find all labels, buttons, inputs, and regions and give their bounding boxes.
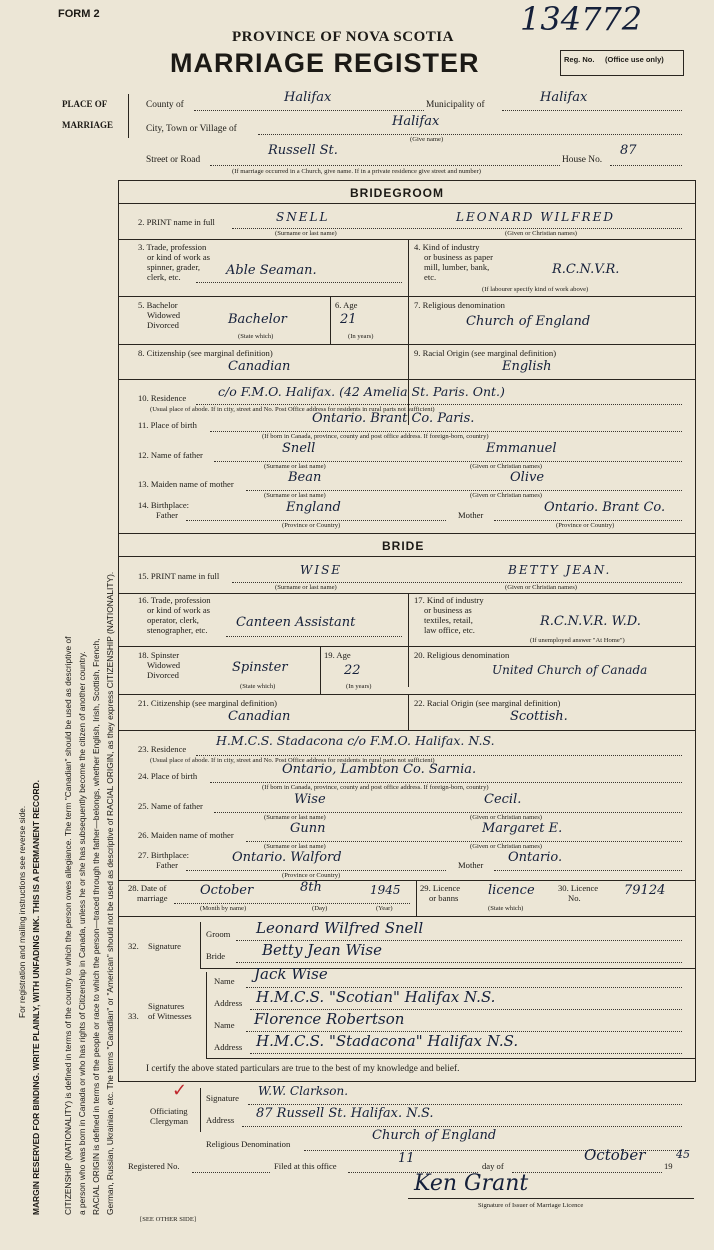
street-line [210,165,560,166]
f16-label-b: or kind of work as [147,605,211,615]
dotted-line [196,404,682,405]
rule [118,533,695,534]
dotted-line [186,520,446,521]
place-label-2: MARRIAGE [62,120,113,130]
margin-line-2: For registration and mailing instructions see reverse side. [17,805,27,1018]
column-divider [416,880,417,916]
f14-label-a: 14. Birthplace: [138,500,190,510]
rule [118,694,695,695]
f16-label-d: stenographer, etc. [147,625,208,635]
f17-label-c: textiles, retail, [424,615,473,625]
given-caption: (Given or Christian names) [470,814,542,821]
f27-label-b: Father [156,860,178,870]
witness2-address: H.M.C.S. "Stadacona" Halifax N.S. [256,1032,519,1050]
f2-label-text: 2. PRINT name in full [138,217,215,227]
f22-label: 22. Racial Origin (see marginal definition) [414,698,561,708]
filed-label: Filed at this office [274,1161,337,1171]
clergy-address: 87 Russell St. Halifax. N.S. [256,1106,434,1121]
witness1-address: H.M.C.S. "Scotian" Halifax N.S. [256,988,496,1006]
clergy-signature-label: Signature [206,1093,239,1103]
red-check-icon: ✓ [172,1080,188,1101]
witness-label-b: of Witnesses [148,1011,192,1021]
dotted-line [196,282,402,283]
dotted-line [246,490,682,491]
bride-industry: R.C.N.V.R. W.D. [540,614,641,629]
bride-trade: Canteen Assistant [236,615,356,630]
groom-father-surname: Snell [282,441,316,456]
column-divider [408,593,409,687]
f14-label-b: Father [156,510,178,520]
f17-label-a: 17. Kind of industry [414,595,484,605]
f3-label-a: 3. Trade, profession [138,242,207,252]
clergy-address-label: Address [206,1115,235,1125]
filed-day: 11 [398,1151,415,1166]
f3-label-d: clerk, etc. [147,272,181,282]
surname-caption: (Surname or last name) [275,584,337,591]
day-of-label: day of [482,1161,504,1171]
city-label: City, Town or Village of [146,124,237,134]
dotted-line [174,903,410,904]
rule [118,379,695,380]
rule [118,880,695,881]
certify-statement: I certify the above stated particulars are true to the best of my knowledge and belief. [146,1064,460,1074]
groom-father-given: Emmanuel [486,441,557,456]
column-divider [320,646,321,694]
f18-label-a: 18. Spinster [138,650,180,660]
f6-label: 6. Age [335,300,358,310]
bride-mother-given: Margaret E. [482,821,563,836]
f30-label-b: No. [568,893,581,903]
prov-caption: (Province or Country) [282,872,341,879]
bride-father-given: Cecil. [484,792,522,807]
groom-label: Groom [206,929,231,939]
form-label: FORM 2 [58,8,100,20]
f21-label: 21. Citizenship (see marginal definition) [138,698,277,708]
f3-label-b: or kind of work as [147,252,211,262]
filed-year-suffix: 45 [676,1148,690,1161]
f4-label-a: 4. Kind of industry [414,242,480,252]
bride-mother-birth: Ontario. [508,850,563,865]
f4-label-c: mill, lumber, bank, [424,262,490,272]
column-divider [408,694,409,730]
clergy-religion: Church of England [372,1128,497,1143]
rule [118,296,695,297]
bracket [206,972,207,1058]
dotted-line [186,870,446,871]
clergy-label-a: Officiating [150,1106,188,1116]
groom-residence: c/o F.M.O. Halifax. (42 Amelia St. Paris. Ont.) [218,384,505,399]
bracket [200,922,201,968]
register-number: 134772 [520,0,643,38]
bride-given: BETTY JEAN. [508,563,612,577]
given-caption: (Given or Christian names) [470,843,542,850]
w2-address-label: Address [214,1042,243,1052]
groom-surname: SNELL [276,210,330,224]
f13-label: 13. Maiden name of mother [138,479,234,489]
f24-label: 24. Place of birth [138,771,198,781]
groom-father-birth: England [286,500,341,515]
rule [408,1198,694,1199]
rule [118,730,695,731]
house-label: House No. [562,155,603,165]
place-bracket [128,94,129,138]
give-name-caption: (Give name) [410,136,444,143]
signature-label: Signature [148,941,181,951]
f7-label: 7. Religious denomination [414,300,505,310]
city-line [258,134,682,135]
dotted-line [226,636,402,637]
issuer-signature: Ken Grant [414,1171,529,1196]
clergy-signature: W.W. Clarkson. [258,1084,349,1098]
street-value: Russell St. [268,143,338,158]
dotted-line [210,782,682,783]
f10-caption: (Usual place of abode. If in city, street and No. Post Office address for residents in rural parts not sufficient) [150,406,435,413]
groom-religion: Church of England [466,314,591,329]
bride-mother-surname: Gunn [290,821,326,836]
bride-residence: H.M.C.S. Stadacona c/o F.M.O. Halifax. N.S. [216,733,495,748]
f4-caption: (If labourer specify kind of work above) [482,286,589,293]
rule [206,1058,695,1059]
witness2-name: Florence Robertson [254,1010,405,1028]
f15-label: 15. PRINT name in full [138,571,220,581]
licence-number: 79124 [624,883,666,898]
prov-caption: (Province or Country) [282,522,341,529]
f32-label: 32. [128,941,139,951]
office-use-label: (Office use only) [605,55,664,64]
mother-label: Mother [458,510,484,520]
f11-caption: (If born in Canada, province, county and post office address. If foreign-born, country) [262,433,489,440]
groom-trade: Able Seaman. [226,263,317,278]
f17-label-b: or business as [424,605,472,615]
f2-label [138,218,215,227]
dotted-line [494,520,682,521]
bride-racial: Scottish. [510,709,568,724]
w1-name-label: Name [214,976,235,986]
dotted-line [214,461,682,462]
rule [118,239,695,240]
prov-caption-2: (Province or Country) [556,522,615,529]
municipality-line [502,110,682,111]
dotted-line [192,1172,270,1173]
county-label: County of [146,100,184,110]
rule [118,203,695,204]
city-value: Halifax [392,114,440,129]
given-caption: (Given or Christian names) [470,492,542,499]
f24-caption: (If born in Canada, province, county and post office address. If foreign-born, country) [262,784,489,791]
surname-caption: (Surname or last name) [264,492,326,499]
house-value: 87 [620,143,637,158]
dotted-line [196,755,682,756]
surname-caption: (Surname or last name) [275,230,337,237]
column-divider [330,296,331,344]
street-label: Street or Road [146,155,201,165]
state-caption: (State which) [488,905,524,912]
f18-label-b: Widowed [147,660,181,670]
dotted-line [248,1104,682,1105]
groom-status: Bachelor [228,312,287,327]
rule [118,344,695,345]
rule [118,916,695,917]
groom-mother-surname: Bean [288,470,322,485]
f11-label: 11. Place of birth [138,420,197,430]
groom-racial: English [502,359,552,374]
groom-industry: R.C.N.V.R. [552,262,620,277]
province-heading: PROVINCE OF NOVA SCOTIA [232,29,454,45]
margin-line-3: CITIZENSHIP (NATIONALITY) is defined in terms of the country to which the person owes allegiance. The term "Canadian" should be used as descriptive of [63,636,73,1215]
f17-label-d: law office, etc. [424,625,475,635]
dotted-line [512,1172,662,1173]
surname-caption: (Surname or last name) [264,814,326,821]
f9-label: 9. Racial Origin (see marginal definition) [414,348,557,358]
reg-no-box [560,50,684,76]
rule [118,556,695,557]
f16-label-c: operator, clerk, [147,615,199,625]
municipality-label: Municipality of [426,100,485,110]
year-caption: (Year) [376,905,393,912]
year-prefix: 19 [664,1161,673,1171]
bride-age: 22 [344,663,361,678]
marriage-year: 1945 [370,883,401,897]
dotted-line [232,582,682,583]
f16-label-a: 16. Trade, profession [138,595,211,605]
bride-birthplace: Ontario, Lambton Co. Sarnia. [282,762,477,777]
f25-label: 25. Name of father [138,801,203,811]
f30-label-a: 30. Licence [558,883,599,893]
dotted-line [236,962,682,963]
margin-line-4: a person who was born in Canada or who has rights of Citizenship in Canada, unless he or she has subsequently become the citizen of another country. [77,651,87,1215]
mother-label: Mother [458,860,484,870]
bride-father-surname: Wise [294,792,326,807]
clergy-label-b: Clergyman [150,1116,189,1126]
dotted-line [242,1126,682,1127]
reg-no-label: Reg. No. [564,55,595,64]
given-caption: (Given or Christian names) [470,463,542,470]
f4-label-d: etc. [424,272,437,282]
registered-no-label: Registered No. [128,1161,180,1171]
f33-label: 33. [128,1011,139,1021]
marriage-month: October [200,883,254,898]
groom-birthplace: Ontario. Brant Co. Paris. [312,411,475,426]
margin-line-5: RACIAL ORIGIN is defined in terms of the people or race to which the person—traced through the father—belongs, whether English, Irish, Scottish, French, [91,638,101,1215]
dotted-line [250,1053,682,1054]
rule [118,646,695,647]
f5-label-c: Divorced [147,320,179,330]
filed-month: October [584,1146,646,1164]
f18-label-c: Divorced [147,670,179,680]
issuer-caption: Signature of Issuer of Marriage Licence [478,1202,584,1209]
f2-line [232,228,682,229]
years-caption: (In years) [346,683,372,690]
f28-label-a: 28. Date of [128,883,167,893]
f23-label: 23. Residence [138,744,187,754]
groom-signature: Leonard Wilfred Snell [256,919,424,937]
groom-age: 21 [340,312,357,327]
groom-citizenship: Canadian [228,359,291,374]
bride-citizenship: Canadian [228,709,291,724]
f5-label-b: Widowed [147,310,181,320]
w1-address-label: Address [214,998,243,1008]
bracket [200,1088,201,1132]
witness-label-a: Signatures [148,1001,185,1011]
bride-religion: United Church of Canada [492,663,648,677]
municipality-value: Halifax [540,90,588,105]
f4-label-b: or business as paper [424,252,493,262]
f20-label: 20. Religious denomination [414,650,510,660]
day-caption: (Day) [312,905,328,912]
see-other-side: [SEE OTHER SIDE] [140,1216,197,1223]
month-caption: (Month by name) [200,905,247,912]
margin-line-1: MARGIN RESERVED FOR BINDING. WRITE PLAINLY, WITH UNFADING INK. THIS IS A PERMANENT RECORD. [31,780,41,1215]
bride-section-title: BRIDE [382,539,425,553]
bride-signature: Betty Jean Wise [262,941,382,959]
page-title: MARRIAGE REGISTER [170,48,480,78]
witness1-name: Jack Wise [254,965,328,983]
years-caption: (In years) [348,333,374,340]
f3-label-c: spinner, grader, [147,262,201,272]
groom-mother-birth: Ontario. Brant Co. [544,500,666,515]
state-caption: (State which) [238,333,274,340]
dotted-line [214,812,682,813]
dotted-line [246,841,682,842]
dotted-line [210,431,682,432]
f17-caption: (If unemployed answer "At Home") [530,637,625,644]
church-note: (If marriage occurred in a Church, give name. If in a private residence give street and number) [232,168,481,175]
f10-label: 10. Residence [138,393,187,403]
state-caption: (State which) [240,683,276,690]
surname-caption: (Surname or last name) [264,463,326,470]
marriage-day: 8th [300,880,322,895]
bridegroom-section-title: BRIDEGROOM [350,186,444,200]
f23-caption: (Usual place of abode. If in city, street and No. Post Office address for residents in rural parts not sufficient) [150,757,435,764]
f5-label-a: 5. Bachelor [138,300,178,310]
groom-mother-given: Olive [510,470,545,485]
county-line [194,110,424,111]
f26-label: 26. Maiden name of mother [138,830,234,840]
licence-or-banns: licence [488,883,535,898]
f28-label-b: marriage [137,893,168,903]
f27-label-a: 27. Birthplace: [138,850,190,860]
f8-label: 8. Citizenship (see marginal definition) [138,348,273,358]
f19-label: 19. Age [324,650,351,660]
given-caption: (Given or Christian names) [505,230,577,237]
clergy-religion-label: Religious Denomination [206,1139,291,1149]
w2-name-label: Name [214,1020,235,1030]
county-value: Halifax [284,90,332,105]
margin-line-6: German, Russian, Ukrainian, etc. The terms "Canadian" or "American" should not be used as descriptive of RACIAL ORIGIN, as they express CITIZENSHIP (NATIONALITY). [105,571,115,1215]
f29-label-b: or banns [429,893,459,903]
place-label: PLACE OF [62,99,108,109]
bride-surname: WISE [300,563,343,577]
dotted-line [494,870,682,871]
groom-given: LEONARD WILFRED [456,210,615,224]
bride-label: Bride [206,951,226,961]
given-caption: (Given or Christian names) [505,584,577,591]
surname-caption: (Surname or last name) [264,843,326,850]
rule [118,593,695,594]
f12-label: 12. Name of father [138,450,203,460]
marginal-notes [8,190,123,1220]
f29-label-a: 29. Licence [420,883,461,893]
bride-status: Spinster [232,660,288,675]
bride-father-birth: Ontario. Walford [232,850,342,865]
house-line [610,165,682,166]
